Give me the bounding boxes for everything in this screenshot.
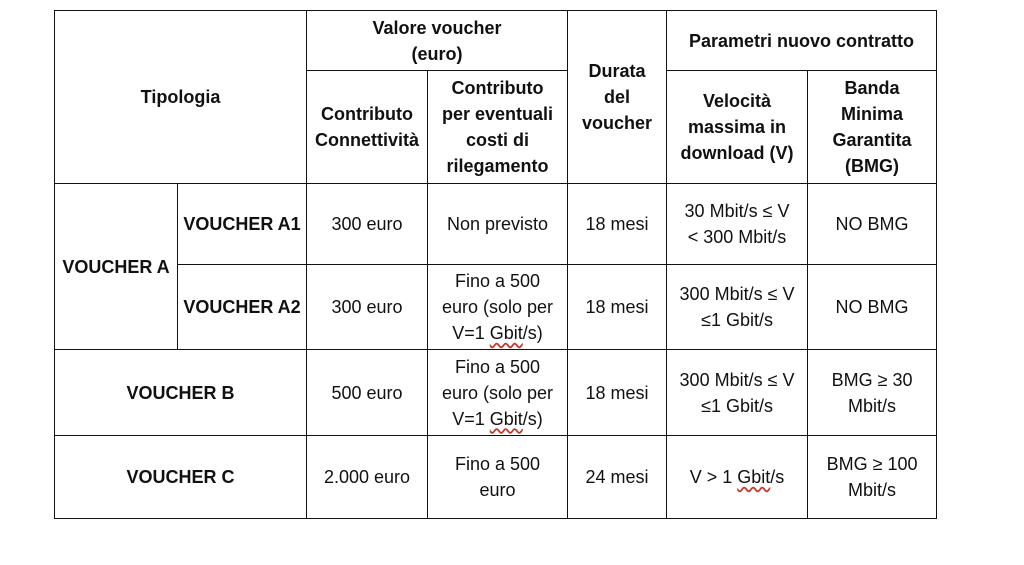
table-row	[55, 436, 937, 519]
table-row	[55, 350, 937, 436]
bmg-cell: BMG ≥ 30 Mbit/s	[808, 350, 937, 436]
durata-cell: 18 mesi	[568, 350, 667, 436]
voucher-name: VOUCHER A1	[178, 184, 307, 265]
velocita-cell: 300 Mbit/s ≤ V ≤1 Gbit/s	[667, 265, 808, 350]
bmg-cell: NO BMG	[808, 184, 937, 265]
header-valore-voucher: Valore voucher (euro)	[307, 11, 568, 71]
header-velocita: Velocità massima in download (V)	[667, 71, 808, 184]
durata-cell: 24 mesi	[568, 436, 667, 519]
header-tipologia: Tipologia	[55, 11, 307, 184]
velocita-cell: 300 Mbit/s ≤ V ≤1 Gbit/s	[667, 350, 808, 436]
contributo-rilegamento-cell: Fino a 500 euro (solo per V=1 Gbit/s)	[428, 350, 568, 436]
contributo-rilegamento-cell: Non previsto	[428, 184, 568, 265]
contributo-connettivita-cell: 300 euro	[307, 184, 428, 265]
contributo-connettivita-cell: 2.000 euro	[307, 436, 428, 519]
voucher-name: VOUCHER A2	[178, 265, 307, 350]
velocita-cell: 30 Mbit/s ≤ V < 300 Mbit/s	[667, 184, 808, 265]
table-row	[55, 184, 937, 265]
contributo-rilegamento-cell: Fino a 500 euro	[428, 436, 568, 519]
header-contributo-rilegamento: Contributo per eventuali costi di rilegamento	[428, 71, 568, 184]
bmg-cell: NO BMG	[808, 265, 937, 350]
bmg-cell: BMG ≥ 100 Mbit/s	[808, 436, 937, 519]
durata-cell: 18 mesi	[568, 265, 667, 350]
contributo-connettivita-cell: 300 euro	[307, 265, 428, 350]
voucher-a-group: VOUCHER A	[55, 184, 178, 350]
voucher-name: VOUCHER B	[55, 350, 307, 436]
voucher-name: VOUCHER C	[55, 436, 307, 519]
durata-cell: 18 mesi	[568, 184, 667, 265]
contributo-rilegamento-cell: Fino a 500 euro (solo per V=1 Gbit/s)	[428, 265, 568, 350]
contributo-connettivita-cell: 500 euro	[307, 350, 428, 436]
header-contributo-connettivita: Contributo Connettività	[307, 71, 428, 184]
voucher-table	[54, 10, 937, 519]
header-durata: Durata del voucher	[568, 11, 667, 184]
header-banda: Banda Minima Garantita (BMG)	[808, 71, 937, 184]
velocita-cell: V > 1 Gbit/s	[667, 436, 808, 519]
table-row	[55, 265, 937, 350]
header-parametri: Parametri nuovo contratto	[667, 11, 937, 71]
